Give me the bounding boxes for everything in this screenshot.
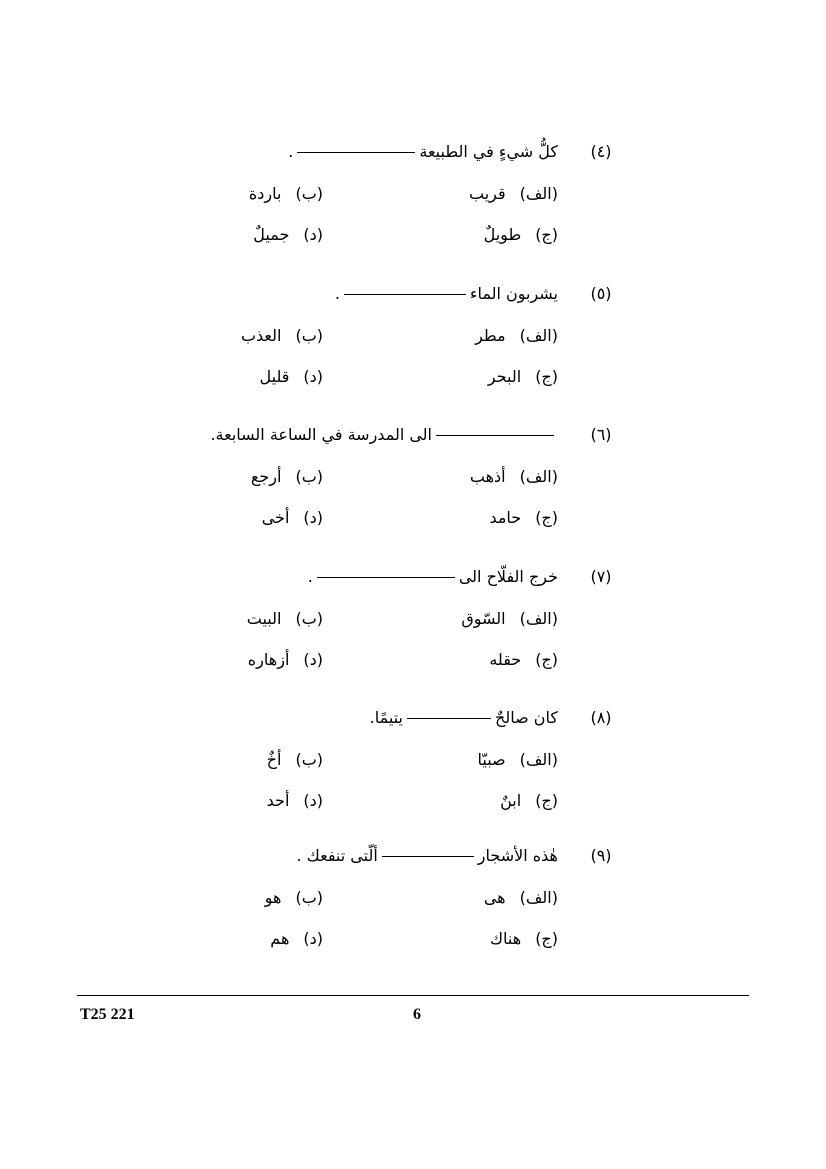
- stem-text: كان صالحٌ: [495, 708, 558, 727]
- option-d: (د)أخى: [261, 508, 323, 527]
- option-c: (ج)حقله: [489, 650, 558, 669]
- question-stem: [370, 708, 558, 728]
- option-b: (ب)البيت: [246, 609, 323, 628]
- answer-blank: [407, 709, 491, 719]
- question-stem: [335, 284, 558, 304]
- question-5: [0, 284, 826, 424]
- option-c: (ج)هناك: [489, 929, 558, 948]
- stem-text: يشربون الماء: [469, 284, 558, 303]
- question-number: (٤): [590, 142, 612, 161]
- question-number: (٨): [590, 708, 612, 727]
- answer-blank: [297, 143, 415, 153]
- question-7: [0, 567, 826, 707]
- question-stem: [288, 142, 558, 162]
- option-b: (ب)أرجع: [250, 467, 323, 486]
- option-a: (الف)مطر: [475, 326, 558, 345]
- stem-text: ألّتى تنفعك .: [296, 846, 378, 865]
- option-c: (ج)البحر: [487, 367, 558, 386]
- option-a: (الف)قريب: [468, 184, 558, 203]
- question-number: (٩): [590, 846, 612, 865]
- option-d: (د)أزهاره: [247, 650, 323, 669]
- answer-blank: [382, 847, 474, 857]
- question-8: [0, 708, 826, 848]
- stem-text: خرج الفلّاح الى: [458, 567, 558, 586]
- option-a: (الف)السّوق: [461, 609, 558, 628]
- option-b: (ب)هو: [264, 888, 323, 907]
- option-d: (د)قليل: [259, 367, 323, 386]
- question-6: [0, 425, 826, 565]
- option-c: (ج)طويلٌ: [483, 225, 558, 244]
- option-d: (د)أحد: [266, 791, 323, 810]
- option-b: (ب)أخٌ: [266, 750, 323, 769]
- question-number: (٧): [590, 567, 612, 586]
- question-number: (٦): [590, 425, 612, 444]
- stem-text: .: [307, 567, 313, 586]
- option-d: (د)هم: [270, 929, 323, 948]
- stem-text: يتيمًا.: [369, 708, 403, 727]
- option-a: (الف)أذهب: [469, 467, 558, 486]
- question-stem: [210, 425, 558, 445]
- question-number: (٥): [590, 284, 612, 303]
- option-a: (الف)صبيّا: [477, 750, 558, 769]
- footer-divider: [77, 995, 749, 996]
- option-d: (د)جميلٌ: [253, 225, 323, 244]
- question-9: [0, 846, 826, 986]
- stem-text: هٰذه الأشجار: [477, 846, 558, 865]
- option-c: (ج)ابنٌ: [500, 791, 558, 810]
- answer-blank: [317, 568, 455, 578]
- stem-text: .: [288, 142, 294, 161]
- answer-blank: [344, 285, 466, 295]
- option-c: (ج)حامد: [489, 508, 558, 527]
- question-stem: [296, 846, 558, 866]
- option-b: (ب)باردة: [248, 184, 323, 203]
- stem-text: الى المدرسة في الساعة السابعة.: [210, 425, 432, 444]
- page-number: 6: [413, 1006, 421, 1023]
- answer-blank: [436, 426, 554, 436]
- stem-text: .: [334, 284, 340, 303]
- option-a: (الف)هى: [483, 888, 558, 907]
- question-stem: [308, 567, 558, 587]
- option-b: (ب)العذب: [240, 326, 323, 345]
- question-4: [0, 142, 826, 282]
- stem-text: كلُّ شيءٍ في الطبيعة: [419, 142, 558, 161]
- paper-code: T25 221: [80, 1006, 135, 1023]
